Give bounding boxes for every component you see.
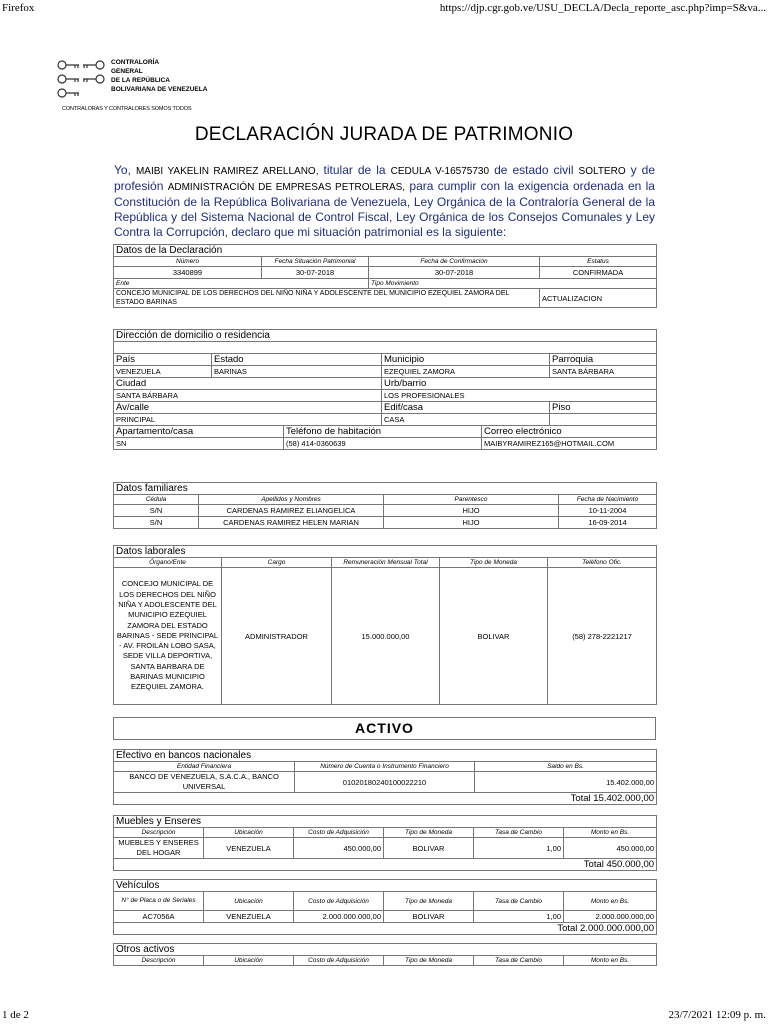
table-cell: Estado [212,354,382,366]
table-cell: HIJO [384,505,559,517]
table-cell: BARINAS [212,366,382,378]
vehicles-total: Total 2.000.000.000,00 [114,923,657,935]
cgr-name: CONTRALORÍA GENERAL DE LA REPÚBLICA BOLIVARIANA DE VENEZUELA [111,59,208,93]
civil-status: SOLTERO [578,166,626,177]
table-cell: 450.000,00 [564,838,657,859]
table-cell: Costo de Adquisición [294,892,384,911]
table-cell: Fecha Situación Patrimonial [262,257,369,267]
table-cell: BOLIVAR [440,568,548,705]
table-cell: Tasa de Cambio [474,828,564,838]
table-cell: Tipo de Moneda [384,956,474,966]
table-cell: Saldo en Bs. [475,762,657,772]
table-cell: 2.000.000.000,00 [294,911,384,923]
table-cell: Tipo de Moneda [384,828,474,838]
print-datetime: 23/7/2021 12:09 p. m. [668,1009,766,1021]
print-header [0,0,768,16]
family-table [113,482,657,529]
table-cell: Cédula [114,495,199,505]
table-cell: Fecha de Nacimiento [559,495,657,505]
table-cell: PRINCIPAL [114,414,382,426]
page-url: https://djp.cgr.gob.ve/USU_DECLA/Decla_reporte_asc.php?imp=S&va... [439,2,766,14]
page-title: DECLARACIÓN JURADA DE PATRIMONIO [194,124,574,145]
table-cell: HIJO [384,517,559,529]
table-cell: Parroquia [550,354,657,366]
table-cell: Correo electrónico [482,426,657,438]
intro-text: Yo, [114,163,131,177]
table-cell: CARDENAS RAMIREZ HELEN MARIAN [199,517,384,529]
table-cell: Ente [114,279,369,289]
table-cell: 2.000.000.000,00 [564,911,657,923]
table-cell: Efectivo en bancos nacionales [114,750,657,762]
table-cell: BANCO DE VENEZUELA, S.A.C.A., BANCO UNIVERSAL [114,772,295,793]
table-cell: Av/calle [114,402,382,414]
declaration-data-table [113,244,657,308]
table-cell: MAIBYRAMIREZ165@HOTMAIL.COM [482,438,657,450]
table-cell: MUEBLES Y ENSERES DEL HOGAR [114,838,204,859]
table-cell: Entidad Financiera [114,762,295,772]
intro-text: y de profesión [114,163,655,193]
table-cell: Descripción [114,956,204,966]
declaration-intro [114,163,655,240]
table-cell: Datos familiares [114,483,657,495]
section-title: Datos de la Declaración [114,245,657,257]
table-cell: Dirección de domicilio o residencia [114,330,657,342]
table-cell: SANTA BÁRBARA [114,390,382,402]
cgr-logo [55,55,255,117]
table-cell: 01020180240100022210 [295,772,475,793]
table-cell: 15.402.000,00 [475,772,657,793]
table-cell: VENEZUELA [204,911,294,923]
table-cell: Tipo de Moneda [384,892,474,911]
table-cell: Edif/casa [382,402,550,414]
table-row [114,838,657,859]
table-cell: Costo de Adquisición [294,828,384,838]
table-row [114,505,657,517]
furniture-total: Total 450.000,00 [114,859,657,871]
table-cell: VENEZUELA [114,366,212,378]
intro-text: titular de la [323,163,386,177]
table-cell: Tipo Movimiento [369,279,657,289]
table-cell: 15.000.000,00 [332,568,440,705]
furniture-table [113,815,657,871]
table-cell: 30-07-2018 [369,267,540,279]
table-row [114,772,657,793]
table-cell: Costo de Adquisición [294,956,384,966]
table-cell: 10-11-2004 [559,505,657,517]
table-cell: Apartamento/casa [114,426,284,438]
table-cell: CONFIRMADA [540,267,657,279]
table-cell: Teléfono Ofic. [548,558,657,568]
table-cell: Tipo de Moneda [440,558,548,568]
table-cell: CONCEJO MUNICIPAL DE LOS DERECHOS DEL NIÑO NIÑA Y ADOLESCENTE DEL MUNICIPIO EZEQUIEL ZAMORA DEL ESTADO BARINAS - SEDE PRINCIPAL - AV. FROILAN LOBO SASA, SEDE VILLA DEPORTIVA, SANTA BARBARA DE BARINAS MUNICIPIO EZEQUIEL ZAMORA. [114,568,222,705]
table-cell: VENEZUELA [204,838,294,859]
table-cell: 30-07-2018 [262,267,369,279]
cgr-motto: CONTRALORAS Y CONTRALORES SOMOS TODOS [62,106,192,112]
table-cell: Muebles y Enseres [114,816,657,828]
browser-name: Firefox [2,2,35,14]
table-cell: ADMINISTRADOR [222,568,332,705]
table-cell: N° de Placa o de Seriales [114,892,204,911]
activo-heading: ACTIVO [113,717,656,740]
declarant-name: MAIBI YAKELIN RAMIREZ ARELLANO, [135,166,319,177]
table-cell: Apellidos y Nombres [199,495,384,505]
table-row [114,517,657,529]
table-row [114,911,657,923]
profession: ADMINISTRACIÓN DE EMPRESAS PETROLERAS, [167,182,406,193]
table-cell: 450.000,00 [294,838,384,859]
cash-table [113,749,657,805]
table-cell: 16-09-2014 [559,517,657,529]
table-cell: Datos laborales [114,546,657,558]
table-cell: 3340899 [114,267,262,279]
table-cell: LOS PROFESIONALES [382,390,657,402]
table-cell: Piso [550,402,657,414]
table-cell: CARDENAS RAMIREZ ELIANGELICA [199,505,384,517]
table-cell: BOLIVAR [384,838,474,859]
table-cell: 1,00 [474,911,564,923]
table-cell: (58) 414-0360639 [284,438,482,450]
table-cell: Urb/barrio [382,378,657,390]
table-cell [550,414,657,426]
table-cell: Municipio [382,354,550,366]
vehicles-table [113,879,657,935]
table-cell: Monto en Bs. [564,828,657,838]
table-row [114,568,657,705]
table-cell: SN [114,438,284,450]
print-footer [0,1006,768,1024]
cash-total: Total 15.402.000,00 [114,793,657,805]
table-cell: Remuneración Mensual Total [332,558,440,568]
table-cell: Número [114,257,262,267]
ente-value: CONCEJO MUNICIPAL DE LOS DERECHOS DEL NIÑO NIÑA Y ADOLESCENTE DEL MUNICIPIO EZEQUIEL ZAMORA DEL ESTADO BARINAS [114,289,540,308]
table-cell: Estatus [540,257,657,267]
declarant-id: CEDULA V-16575730 [390,166,490,177]
table-cell: 1,00 [474,838,564,859]
table-cell: SANTA BÁRBARA [550,366,657,378]
table-cell: (58) 278-2221217 [548,568,657,705]
table-cell: Monto en Bs. [564,956,657,966]
tipo-movimiento: ACTUALIZACION [540,289,657,308]
table-cell: Órgano/Ente [114,558,222,568]
other-assets-table [113,943,657,966]
table-cell: Ubicación [204,828,294,838]
table-cell: Tasa de Cambio [474,892,564,911]
table-cell: País [114,354,212,366]
table-cell: Otros activos [114,944,657,956]
table-cell: BOLIVAR [384,911,474,923]
intro-text: de estado civil [494,163,574,177]
page-counter: 1 de 2 [2,1009,29,1021]
table-cell: Vehículos [114,880,657,892]
employment-table [113,545,657,705]
table-cell: Número de Cuenta o Instrumento Financiero [295,762,475,772]
table-cell: Ubicación [204,956,294,966]
table-cell: Ciudad [114,378,382,390]
keys-emblem-icon [55,57,107,105]
table-cell: Ubicación [204,892,294,911]
table-cell: Tasa de Cambio [474,956,564,966]
table-cell [114,342,657,354]
table-cell: S/N [114,505,199,517]
table-cell: EZEQUIEL ZAMORA [382,366,550,378]
table-cell: Monto en Bs. [564,892,657,911]
table-cell: CASA [382,414,550,426]
table-cell: Cargo [222,558,332,568]
table-cell: Descripción [114,828,204,838]
address-table [113,329,657,450]
table-cell: S/N [114,517,199,529]
table-cell: AC7056A [114,911,204,923]
table-cell: Teléfono de habitación [284,426,482,438]
table-cell: Fecha de Confirmación [369,257,540,267]
table-cell: Parentesco [384,495,559,505]
intro-text: para cumplir con la exigencia ordenada en la Constitución de la República Bolivariana de Venezuela, Ley Orgánica de la Contraloría General de la República y del Sistema Nacional de Control Fiscal, Ley Orgánica de los Consejos Comunales y Ley Contra la Corrupción, declaro que mi situación patrimonial es la siguiente: [114,179,655,239]
